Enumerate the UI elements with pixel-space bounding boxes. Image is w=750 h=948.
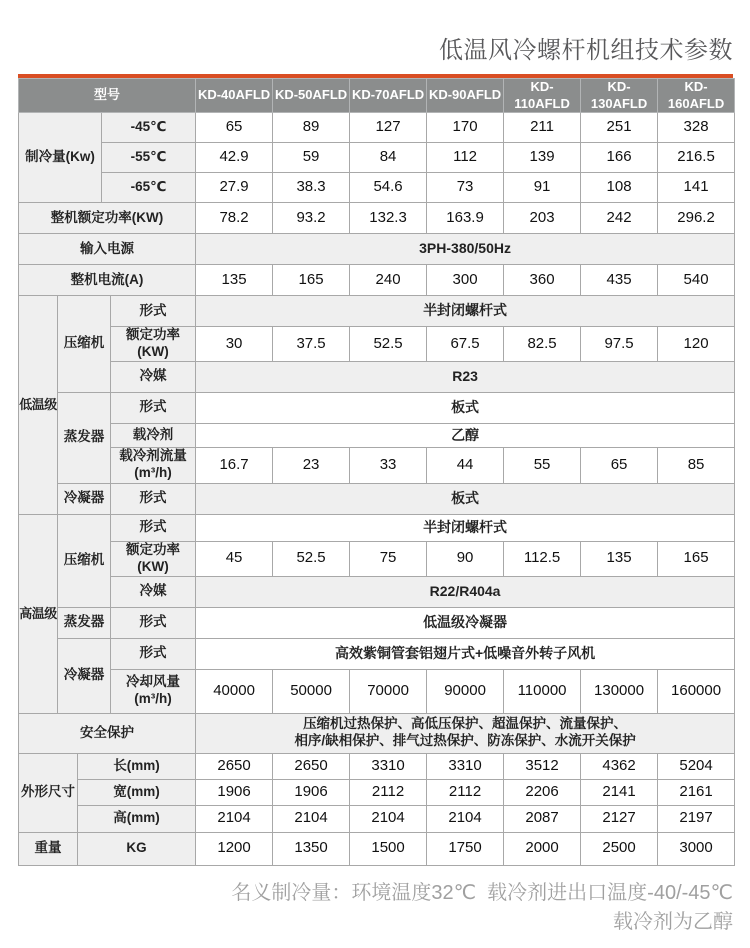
value-cell: 296.2 <box>658 203 735 234</box>
high-stage-label: 高温级 <box>19 514 58 713</box>
type-label: 形式 <box>111 296 196 327</box>
value-cell: 54.6 <box>350 173 427 203</box>
row-high-condenser-airflow <box>19 669 735 713</box>
page-title: 低温风冷螺杆机组技术参数 <box>439 37 733 64</box>
row-safety <box>19 713 735 753</box>
value-cell: 211 <box>504 113 581 143</box>
value-cell: 242 <box>581 203 658 234</box>
high-compressor-label: 压缩机 <box>58 514 111 607</box>
model-header-label: 型号 <box>19 79 196 113</box>
value-cell: 50000 <box>273 669 350 713</box>
value-cell: 251 <box>581 113 658 143</box>
value-cell: 3512 <box>504 753 581 779</box>
dimensions-label: 外形尺寸 <box>19 753 78 832</box>
value-cell: KD-160AFLD <box>658 79 735 113</box>
value-cell: 130000 <box>581 669 658 713</box>
weight-unit-label: KG <box>78 832 196 865</box>
value-cell: 59 <box>273 143 350 173</box>
row-low-coolant-flow <box>19 447 735 483</box>
value-cell: 120 <box>658 327 735 362</box>
value-cell: 75 <box>350 541 427 576</box>
type-label: 形式 <box>111 392 196 423</box>
value-cell: 78.2 <box>196 203 273 234</box>
value-cell: 165 <box>273 265 350 296</box>
value-cell: 33 <box>350 447 427 483</box>
value-cell: 135 <box>581 541 658 576</box>
value-cell: 160000 <box>658 669 735 713</box>
value-cell: 45 <box>196 541 273 576</box>
high-condenser-label: 冷凝器 <box>58 638 111 713</box>
value-cell: 2650 <box>273 753 350 779</box>
footer-line-1: 名义制冷量：环境温度32℃ 载冷剂进出口温度-40/-45℃ <box>231 881 733 904</box>
value-cell: 23 <box>273 447 350 483</box>
row-low-compressor-power <box>19 327 735 362</box>
value-cell: 108 <box>581 173 658 203</box>
value-cell: 163.9 <box>427 203 504 234</box>
value-cell: 27.9 <box>196 173 273 203</box>
row-weight <box>19 832 735 865</box>
value-cell: 2104 <box>273 805 350 832</box>
row-cooling-65 <box>19 173 735 203</box>
value-cell: 3000 <box>658 832 735 865</box>
cooling-capacity-label: 制冷量(Kw) <box>19 113 102 203</box>
row-high-compressor-type <box>19 514 735 541</box>
value-cell: KD-90AFLD <box>427 79 504 113</box>
value-cell: 82.5 <box>504 327 581 362</box>
type-label: 形式 <box>111 607 196 638</box>
value-cell: 127 <box>350 113 427 143</box>
value-cell: 360 <box>504 265 581 296</box>
value-cell: 328 <box>658 113 735 143</box>
safety-value <box>196 713 735 753</box>
low-condenser-label: 冷凝器 <box>58 483 111 514</box>
value-cell: 1906 <box>273 779 350 805</box>
row-dim-height <box>19 805 735 832</box>
value-cell: 1350 <box>273 832 350 865</box>
value-cell: 2141 <box>581 779 658 805</box>
weight-label: 重量 <box>19 832 78 865</box>
temp-label: -55℃ <box>102 143 196 173</box>
low-compressor-label: 压缩机 <box>58 296 111 393</box>
value-cell: 165 <box>658 541 735 576</box>
value-cell: 2000 <box>504 832 581 865</box>
value-cell: 240 <box>350 265 427 296</box>
value-cell: 300 <box>427 265 504 296</box>
value-cell: KD-40AFLD <box>196 79 273 113</box>
row-low-coolant <box>19 423 735 447</box>
row-low-refrigerant <box>19 361 735 392</box>
safety-label: 安全保护 <box>19 713 196 753</box>
row-high-compressor-power <box>19 541 735 576</box>
value-cell: 52.5 <box>350 327 427 362</box>
unit-current-label: 整机电流(A) <box>19 265 196 296</box>
low-condenser-type-value: 板式 <box>196 483 735 514</box>
low-evaporator-label: 蒸发器 <box>58 392 111 483</box>
row-dim-length <box>19 753 735 779</box>
value-cell: 93.2 <box>273 203 350 234</box>
row-high-condenser-type <box>19 638 735 669</box>
value-cell: 85 <box>658 447 735 483</box>
row-unit-current <box>19 265 735 296</box>
row-input-power <box>19 234 735 265</box>
value-cell: 97.5 <box>581 327 658 362</box>
dim-length-label: 长(mm) <box>78 753 196 779</box>
value-cell: 2197 <box>658 805 735 832</box>
value-cell: 1750 <box>427 832 504 865</box>
row-low-evaporator-type <box>19 392 735 423</box>
safety-line-1: 压缩机过热保护、高低压保护、超温保护、流量保护、 <box>303 716 628 732</box>
value-cell: KD-70AFLD <box>350 79 427 113</box>
value-cell: 3310 <box>427 753 504 779</box>
low-refrigerant-value: R23 <box>196 361 735 392</box>
value-cell: 89 <box>273 113 350 143</box>
type-label: 形式 <box>111 514 196 541</box>
value-cell: 203 <box>504 203 581 234</box>
value-cell: 38.3 <box>273 173 350 203</box>
value-cell: 91 <box>504 173 581 203</box>
value-cell: 40000 <box>196 669 273 713</box>
value-cell: 90000 <box>427 669 504 713</box>
value-cell: 1906 <box>196 779 273 805</box>
coolant-flow-label: 载冷剂流量(m³/h) <box>111 447 196 483</box>
value-cell: 2206 <box>504 779 581 805</box>
value-cell: 2650 <box>196 753 273 779</box>
value-cell: 90 <box>427 541 504 576</box>
value-cell: 170 <box>427 113 504 143</box>
value-cell: 1500 <box>350 832 427 865</box>
high-evaporator-type-value: 低温级冷凝器 <box>196 607 735 638</box>
input-power-label: 输入电源 <box>19 234 196 265</box>
value-cell: 55 <box>504 447 581 483</box>
value-cell: 44 <box>427 447 504 483</box>
value-cell: 216.5 <box>658 143 735 173</box>
footer-note <box>0 879 750 937</box>
value-cell: 1200 <box>196 832 273 865</box>
low-stage-label: 低温级 <box>19 296 58 515</box>
refrigerant-label: 冷媒 <box>111 361 196 392</box>
value-cell: 70000 <box>350 669 427 713</box>
value-cell: 37.5 <box>273 327 350 362</box>
row-unit-rated-power <box>19 203 735 234</box>
value-cell: 141 <box>658 173 735 203</box>
value-cell: 2112 <box>350 779 427 805</box>
value-cell: 84 <box>350 143 427 173</box>
input-power-value: 3PH-380/50Hz <box>196 234 735 265</box>
value-cell: 52.5 <box>273 541 350 576</box>
value-cell: 2104 <box>427 805 504 832</box>
low-compressor-type-value: 半封闭螺杆式 <box>196 296 735 327</box>
value-cell: 110000 <box>504 669 581 713</box>
spec-table <box>18 78 735 866</box>
low-evaporator-type-value: 板式 <box>196 392 735 423</box>
value-cell: 65 <box>196 113 273 143</box>
airflow-label: 冷却风量(m³/h) <box>111 669 196 713</box>
value-cell: 3310 <box>350 753 427 779</box>
value-cell: 73 <box>427 173 504 203</box>
value-cell: 540 <box>658 265 735 296</box>
row-low-condenser-type <box>19 483 735 514</box>
value-cell: 67.5 <box>427 327 504 362</box>
temp-label: -65℃ <box>102 173 196 203</box>
value-cell: 5204 <box>658 753 735 779</box>
value-cell: 2500 <box>581 832 658 865</box>
high-evaporator-label: 蒸发器 <box>58 607 111 638</box>
high-compressor-type-value: 半封闭螺杆式 <box>196 514 735 541</box>
value-cell: 112 <box>427 143 504 173</box>
rated-power-label: 额定功率(KW) <box>111 541 196 576</box>
value-cell: 2104 <box>196 805 273 832</box>
low-coolant-value: 乙醇 <box>196 423 735 447</box>
value-cell: 435 <box>581 265 658 296</box>
value-cell: 112.5 <box>504 541 581 576</box>
dim-width-label: 宽(mm) <box>78 779 196 805</box>
value-cell: 4362 <box>581 753 658 779</box>
row-cooling-55 <box>19 143 735 173</box>
dim-height-label: 高(mm) <box>78 805 196 832</box>
row-cooling-45 <box>19 113 735 143</box>
value-cell: 2104 <box>350 805 427 832</box>
type-label: 形式 <box>111 483 196 514</box>
header-row <box>19 79 735 113</box>
value-cell: 2127 <box>581 805 658 832</box>
value-cell: 139 <box>504 143 581 173</box>
rated-power-label: 额定功率(KW) <box>111 327 196 362</box>
value-cell: 2112 <box>427 779 504 805</box>
coolant-label: 载冷剂 <box>111 423 196 447</box>
row-dim-width <box>19 779 735 805</box>
value-cell: 16.7 <box>196 447 273 483</box>
high-refrigerant-value: R22/R404a <box>196 576 735 607</box>
value-cell: KD-50AFLD <box>273 79 350 113</box>
value-cell: 30 <box>196 327 273 362</box>
high-condenser-type-value: 高效紫铜管套铝翅片式+低噪音外转子风机 <box>196 638 735 669</box>
value-cell: 166 <box>581 143 658 173</box>
value-cell: 42.9 <box>196 143 273 173</box>
row-low-compressor-type <box>19 296 735 327</box>
row-high-refrigerant <box>19 576 735 607</box>
footer-line-2: 载冷剂为乙醇 <box>613 910 733 933</box>
unit-rated-power-label: 整机额定功率(KW) <box>19 203 196 234</box>
value-cell: KD-130AFLD <box>581 79 658 113</box>
row-high-evaporator-type <box>19 607 735 638</box>
safety-line-2: 相序/缺相保护、排气过热保护、防冻保护、水流开关保护 <box>294 733 636 748</box>
value-cell: 135 <box>196 265 273 296</box>
refrigerant-label: 冷媒 <box>111 576 196 607</box>
value-cell: 2161 <box>658 779 735 805</box>
value-cell: KD-110AFLD <box>504 79 581 113</box>
temp-label: -45℃ <box>102 113 196 143</box>
value-cell: 65 <box>581 447 658 483</box>
value-cell: 132.3 <box>350 203 427 234</box>
value-cell: 2087 <box>504 805 581 832</box>
type-label: 形式 <box>111 638 196 669</box>
